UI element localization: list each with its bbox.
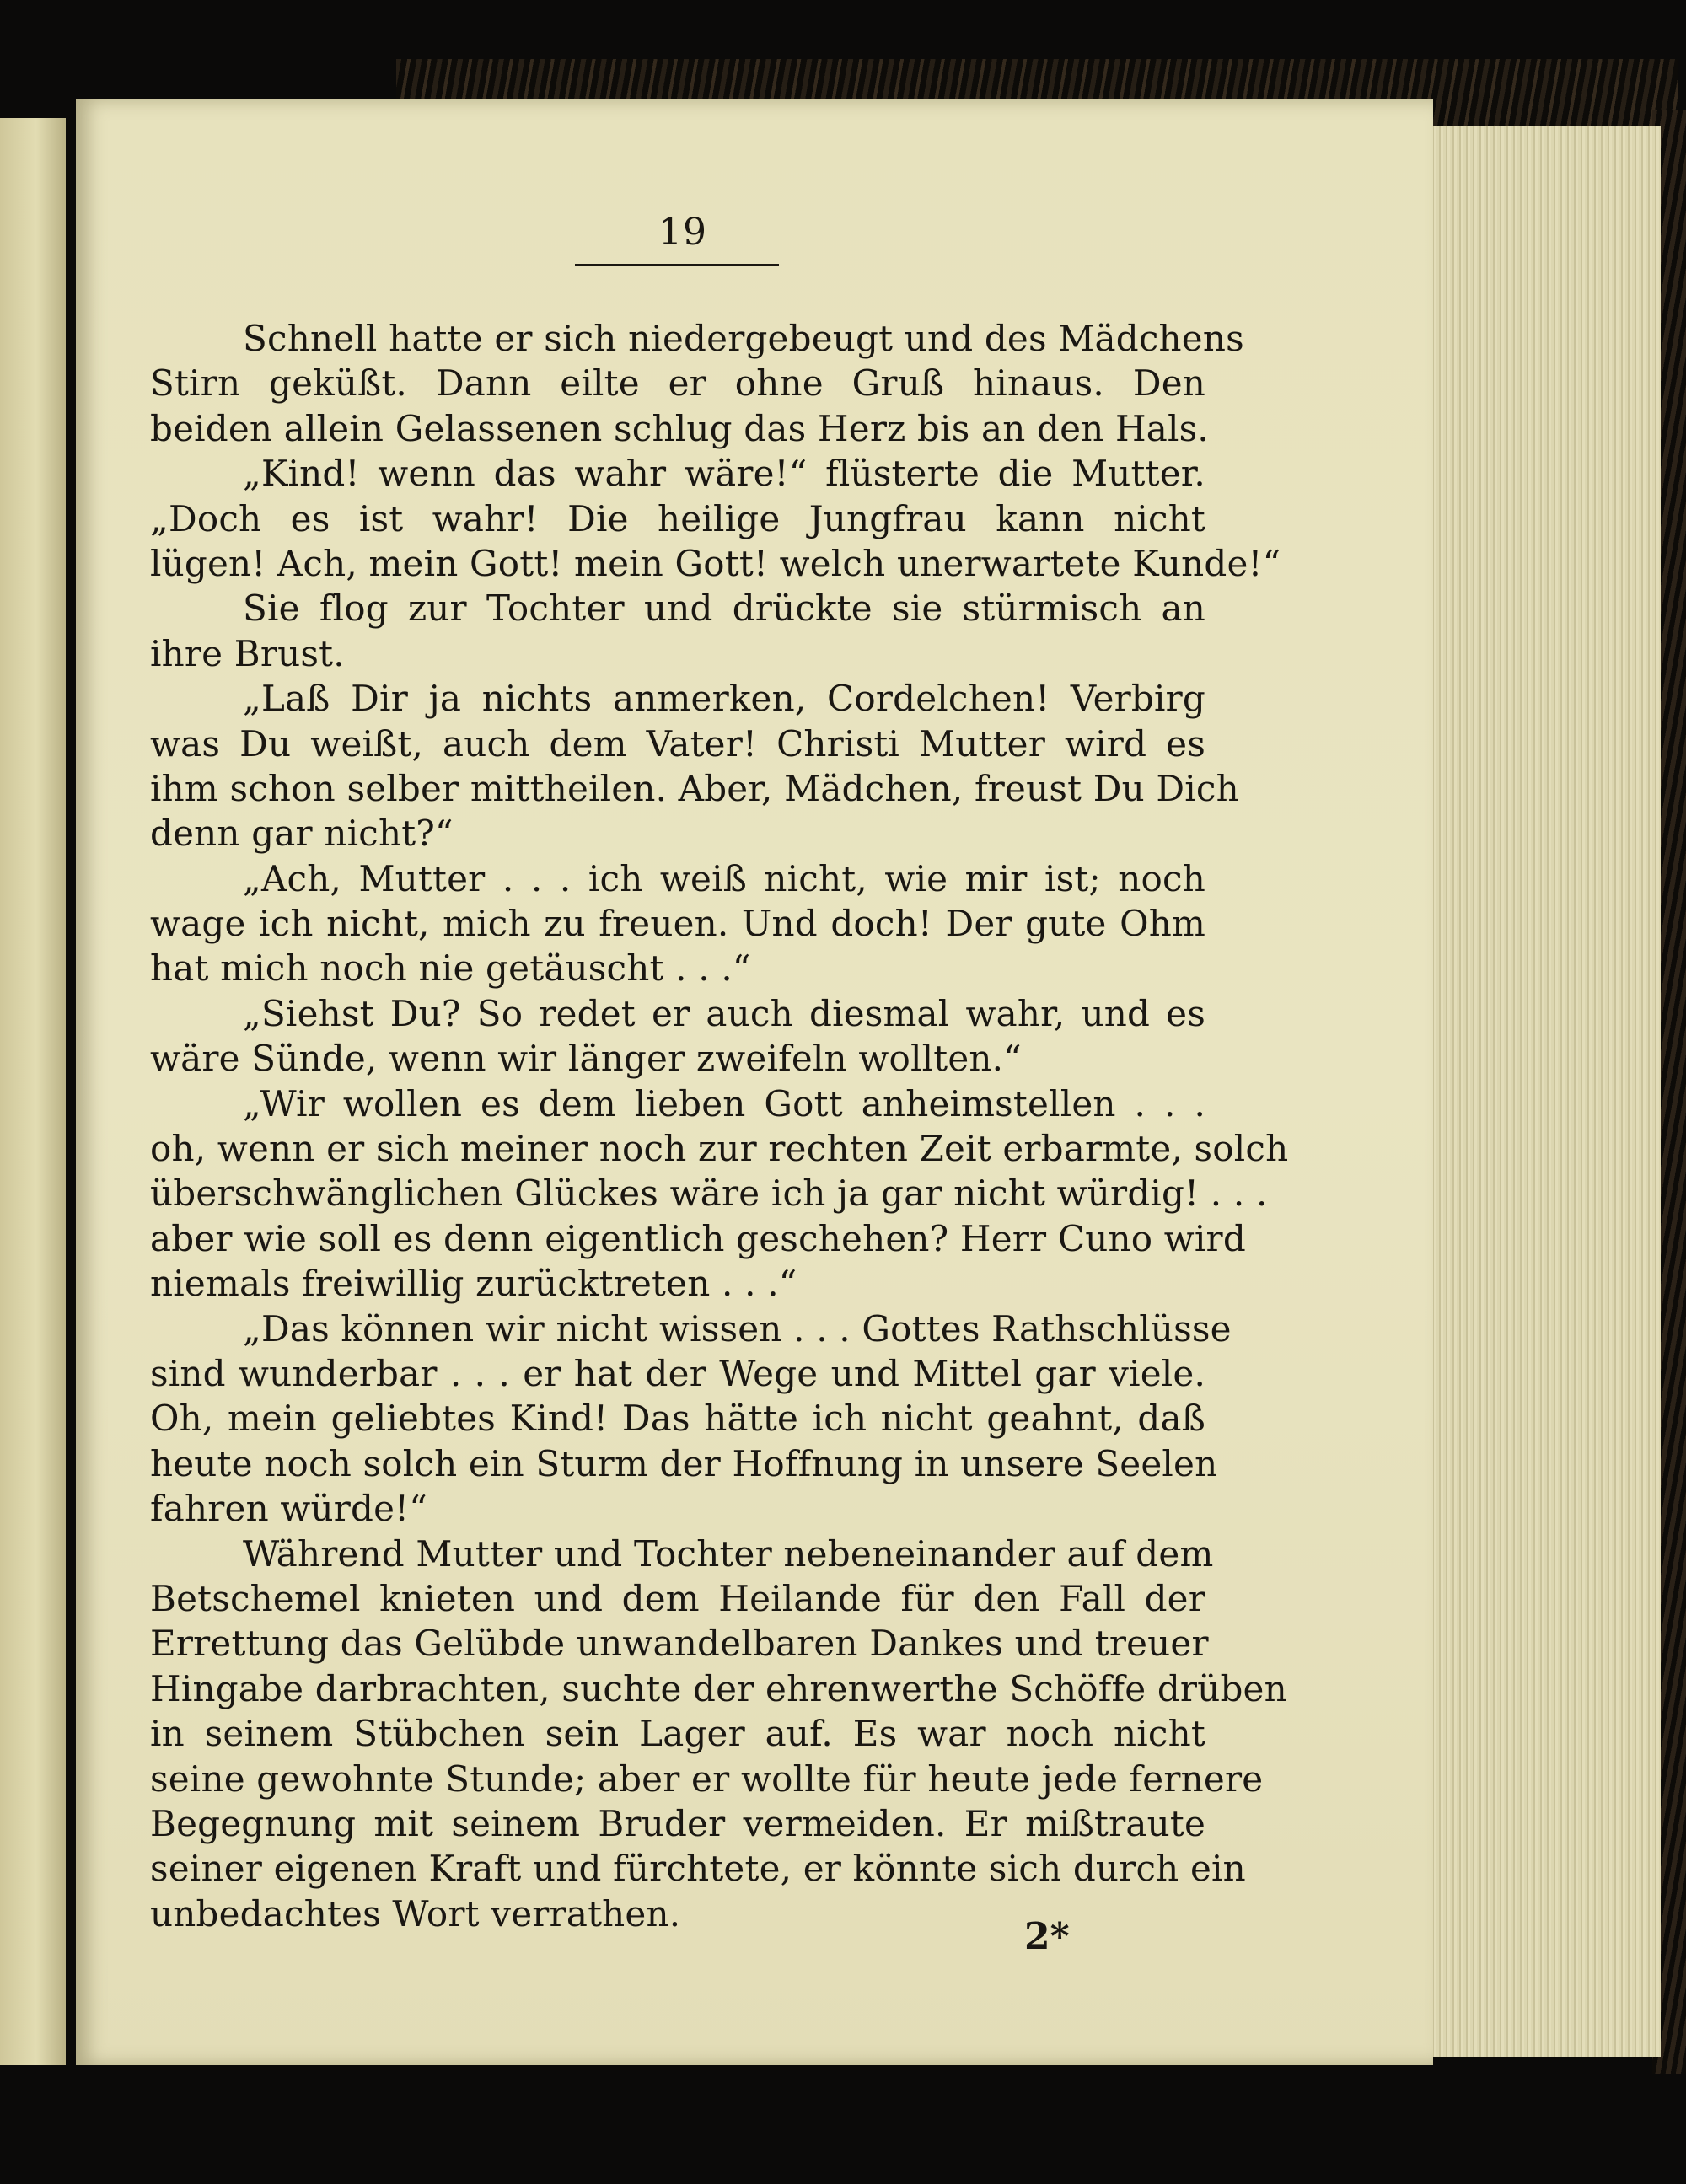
text-line: beiden allein Gelassenen schlug das Herz bis an den Hals. [150, 407, 1209, 449]
text-line: „Siehst Du? So redet er auch diesmal wahr, und es [243, 992, 1205, 1034]
text-line: Schnell hatte er sich niedergebeugt und des Mädchens [243, 318, 1244, 359]
text-line: „Wir wollen es dem lieben Gott anheimstellen . . . [243, 1082, 1205, 1124]
text-line: was Du weißt, auch dem Vater! Christi Mutter wird es [150, 722, 1205, 765]
text-line: oh, wenn er sich meiner noch zur rechten Zeit erbarmte, solch [150, 1128, 1289, 1170]
text-line: ihre Brust. [150, 632, 345, 674]
text-line: „Das können wir nicht wissen . . . Gottes Rathschlüsse [243, 1307, 1232, 1350]
text-line: ihm schon selber mittheilen. Aber, Mädchen, freust Du Dich [150, 767, 1239, 809]
text-line: „Kind! wenn das wahr wäre!“ flüsterte die Mutter. [243, 453, 1205, 495]
text-line: Stirn geküßt. Dann eilte er ohne Gruß hinaus. Den [150, 362, 1205, 405]
text-line: wage ich nicht, mich zu freuen. Und doch! Der gute Ohm [150, 903, 1205, 945]
text-line: lügen! Ach, mein Gott! mein Gott! welch unerwartete Kunde!“ [150, 542, 1281, 584]
text-line: Sie flog zur Tochter und drückte sie stürmisch an [243, 588, 1205, 630]
page-fore-edge [1416, 126, 1661, 2057]
printer-signature-mark: 2* [1024, 1915, 1070, 1958]
text-line: überschwänglichen Glückes wäre ich ja gar nicht würdig! . . . [150, 1172, 1268, 1215]
text-line: Betschemel knieten und dem Heilande für den Fall der [150, 1577, 1205, 1619]
text-line: heute noch solch ein Sturm der Hoffnung in unsere Seelen [150, 1442, 1218, 1484]
facing-page-edge [0, 118, 66, 2065]
page-number: 19 [658, 211, 707, 254]
text-line: unbedachtes Wort verrathen. [150, 1892, 681, 1934]
text-line: denn gar nicht?“ [150, 813, 454, 855]
text-line: Oh, mein geliebtes Kind! Das hätte ich nicht geahnt, daß [150, 1398, 1205, 1440]
text-line: hat mich noch nie getäuscht . . .“ [150, 947, 751, 990]
text-line: „Laß Dir ja nichts anmerken, Cordelchen! Verbirg [243, 678, 1205, 720]
text-line: seine gewohnte Stunde; aber er wollte für heute jede fernere [150, 1757, 1264, 1800]
text-line: sind wunderbar . . . er hat der Wege und Mittel gar viele. [150, 1352, 1205, 1394]
text-line: in seinem Stübchen sein Lager auf. Es war noch nicht [150, 1713, 1205, 1755]
text-line: Während Mutter und Tochter nebeneinander auf dem [243, 1532, 1214, 1575]
text-line: „Doch es ist wahr! Die heilige Jungfrau kann nicht [150, 497, 1205, 539]
text-line: Hingabe darbrachten, suchte der ehrenwerthe Schöffe drüben [150, 1667, 1287, 1709]
body-text [150, 316, 1289, 1936]
text-line: niemals freiwillig zurücktreten . . .“ [150, 1263, 797, 1305]
text-line: aber wie soll es denn eigentlich geschehen? Herr Cuno wird [150, 1217, 1246, 1259]
text-line: Errettung das Gelübde unwandelbaren Dankes und treuer [150, 1623, 1209, 1665]
text-line: seiner eigenen Kraft und fürchtete, er könnte sich durch ein [150, 1848, 1246, 1890]
text-line: fahren würde!“ [150, 1488, 427, 1530]
text-line: Begegnung mit seinem Bruder vermeiden. Er mißtraute [150, 1802, 1205, 1844]
text-line: „Ach, Mutter . . . ich weiß nicht, wie mir ist; noch [243, 857, 1205, 899]
text-line: wäre Sünde, wenn wir länger zweifeln wollten.“ [150, 1038, 1022, 1080]
header-rule [575, 264, 779, 266]
